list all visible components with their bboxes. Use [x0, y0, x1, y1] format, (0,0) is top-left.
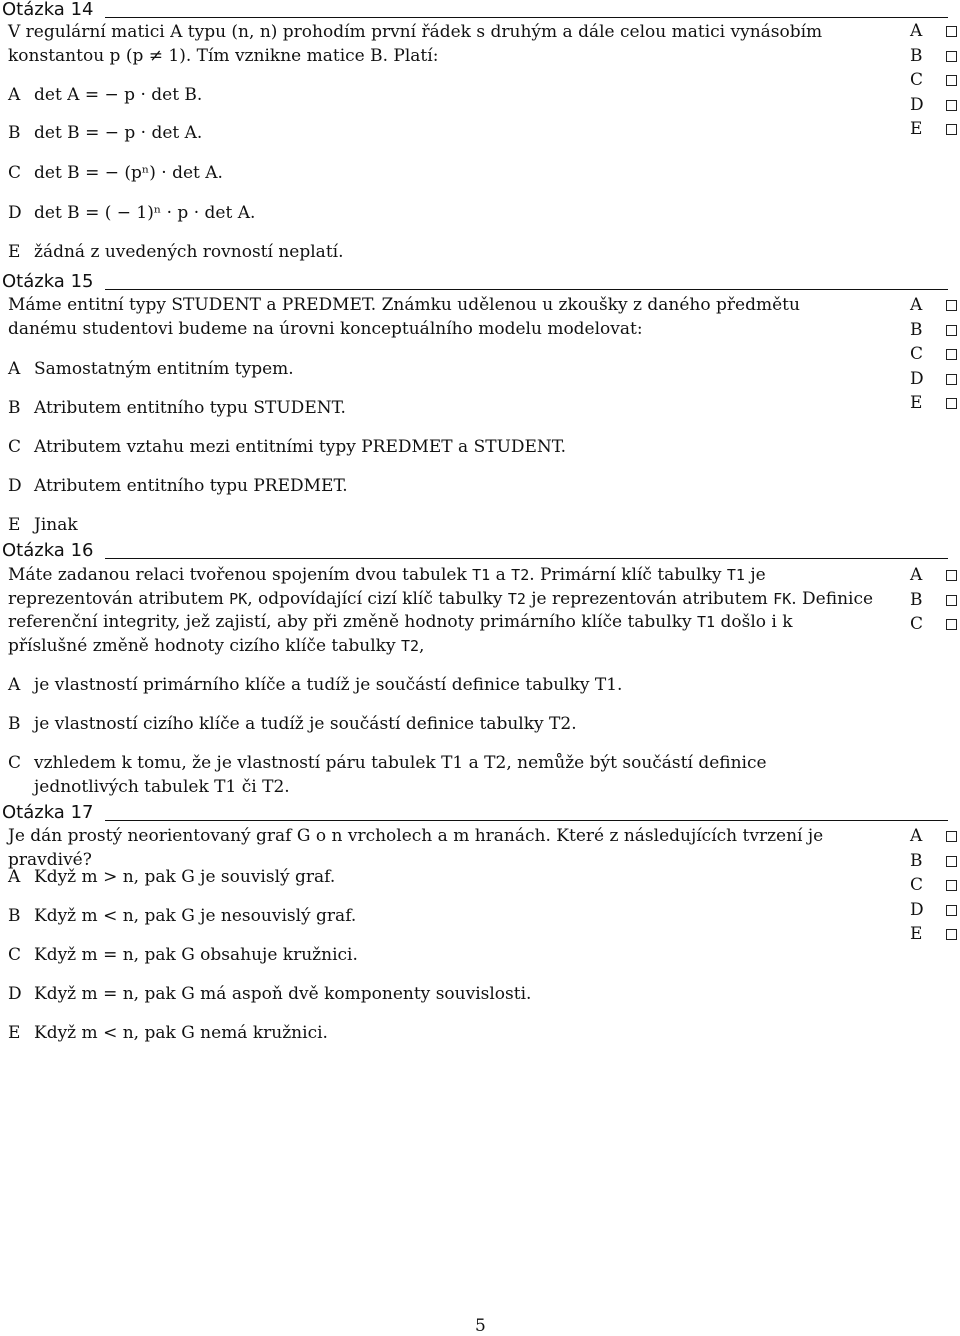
- choice-b[interactable]: [910, 588, 960, 613]
- table-name: T1: [697, 613, 716, 631]
- choice-c[interactable]: [910, 68, 960, 93]
- question-title: Otázka 17: [2, 802, 94, 823]
- option-c: [8, 162, 874, 186]
- checkbox[interactable]: [946, 100, 957, 111]
- option-e: [8, 241, 874, 265]
- option-text: je vlastností primárního klíče a tudíž je součástí definice tabulky T1.: [34, 675, 623, 695]
- option-text: Když m = n, pak G obsahuje kružnici.: [34, 945, 358, 965]
- heading-rule: [105, 17, 948, 18]
- option-letter: A: [8, 675, 21, 695]
- option-text: žádná z uvedených rovností neplatí.: [34, 242, 344, 262]
- stem-text: , odpovídající cizí klíč tabulky: [247, 588, 508, 609]
- option-e: [8, 1022, 874, 1046]
- option-text: det B = ( − 1)ⁿ · p · det A.: [34, 203, 256, 223]
- checkbox[interactable]: [946, 75, 957, 86]
- checkbox[interactable]: [946, 905, 957, 916]
- option-letter: E: [8, 242, 21, 262]
- answer-choices: [910, 19, 960, 142]
- answer-choices: [910, 293, 960, 416]
- checkbox[interactable]: [946, 831, 957, 842]
- option-letter: E: [8, 1023, 21, 1043]
- choice-c[interactable]: [910, 612, 960, 637]
- option-text: det A = − p · det B.: [34, 85, 203, 105]
- stem-text: . Primární klíč tabulky: [529, 565, 727, 585]
- option-text: det B = − p · det A.: [34, 123, 203, 143]
- table-name: T2: [507, 589, 526, 608]
- option-text: Když m < n, pak G je nesouvislý graf.: [34, 906, 357, 926]
- stem-text: došlo i k příslušné změně hodnoty cizího klíče tabulky: [8, 612, 793, 656]
- checkbox[interactable]: [946, 26, 957, 37]
- option-letter: A: [8, 359, 21, 379]
- checkbox[interactable]: [946, 595, 957, 606]
- choice-c[interactable]: [910, 342, 960, 367]
- choice-a[interactable]: [910, 824, 960, 849]
- option-text: Když m > n, pak G je souvislý graf.: [34, 867, 336, 887]
- choice-c[interactable]: [910, 873, 960, 898]
- option-text: det B = − (pⁿ) · det A.: [34, 163, 223, 183]
- checkbox[interactable]: [946, 374, 957, 385]
- stem-text: . Definice referenční integrity, jež zajistí, aby při změně hodnoty primárního klíče tabulky: [8, 588, 874, 632]
- choice-d[interactable]: [910, 93, 960, 118]
- choice-letter: B: [910, 589, 923, 610]
- option-letter: C: [8, 753, 22, 773]
- choice-letter: A: [910, 295, 923, 315]
- attribute-name: PK: [229, 589, 248, 608]
- checkbox[interactable]: [946, 124, 957, 135]
- option-letter: B: [8, 123, 21, 143]
- option-letter: B: [8, 906, 21, 926]
- question-title: Otázka 16: [2, 540, 94, 561]
- option-text: Atributem vztahu mezi entitními typy PREDMET a STUDENT.: [34, 437, 567, 457]
- choice-a[interactable]: [910, 19, 960, 44]
- option-a: [8, 358, 874, 382]
- choice-letter: C: [910, 614, 924, 634]
- checkbox[interactable]: [946, 856, 957, 867]
- choice-letter: C: [910, 875, 924, 895]
- option-letter: D: [8, 203, 22, 223]
- checkbox[interactable]: [946, 398, 957, 409]
- checkbox[interactable]: [946, 570, 957, 581]
- table-name: T1: [472, 566, 491, 584]
- page-number: 5: [475, 1316, 486, 1336]
- choice-e[interactable]: [910, 922, 960, 947]
- option-b: [8, 905, 874, 929]
- choice-letter: E: [910, 393, 923, 413]
- question-14-stem: V regulární matici A typu (n, n) prohodím první řádek s druhým a dále celou matici vynásobím konstantou p (p ≠ 1). Tím vznikne matice B. Platí:: [8, 22, 823, 66]
- option-c: [8, 752, 874, 799]
- question-17-heading: [2, 803, 948, 823]
- table-name: T1: [726, 566, 745, 584]
- checkbox[interactable]: [946, 51, 957, 62]
- choice-letter: D: [910, 94, 924, 115]
- question-15-heading: [2, 272, 948, 292]
- heading-rule: [105, 820, 948, 821]
- question-17-stem: Je dán prostý neorientovaný graf G o n vrcholech a m hranách. Které z následujících tvrzení je pravdivé?: [8, 826, 824, 870]
- option-letter: E: [8, 515, 21, 535]
- option-text: Atributem entitního typu STUDENT.: [34, 398, 346, 418]
- option-letter: B: [8, 398, 21, 418]
- option-c: [8, 944, 874, 968]
- option-letter: D: [8, 984, 22, 1004]
- choice-b[interactable]: [910, 849, 960, 874]
- question-16-heading: [2, 541, 948, 561]
- stem-text: je reprezentován atributem: [8, 565, 766, 609]
- question-16-stem: [8, 564, 874, 658]
- table-name: T2: [511, 566, 530, 584]
- choice-a[interactable]: [910, 293, 960, 318]
- option-b: [8, 397, 874, 421]
- choice-letter: B: [910, 850, 923, 871]
- choice-letter: A: [910, 565, 923, 585]
- choice-d[interactable]: [910, 367, 960, 392]
- choice-letter: A: [910, 21, 923, 41]
- question-title: Otázka 14: [2, 0, 94, 20]
- attribute-name: FK: [773, 589, 792, 608]
- option-letter: A: [8, 85, 21, 105]
- option-text: Když m < n, pak G nemá kružnici.: [34, 1023, 328, 1043]
- option-a: [8, 674, 874, 698]
- option-e: [8, 514, 874, 538]
- checkbox[interactable]: [946, 929, 957, 940]
- option-a: [8, 866, 874, 890]
- stem-text: je reprezentován atributem: [525, 588, 774, 609]
- option-d: [8, 983, 874, 1007]
- checkbox[interactable]: [946, 619, 957, 630]
- choice-b[interactable]: [910, 44, 960, 69]
- option-d: [8, 202, 874, 226]
- choice-letter: C: [910, 344, 924, 364]
- option-b: [8, 713, 874, 737]
- stem-text: ,: [419, 635, 425, 656]
- option-letter: C: [8, 945, 22, 965]
- option-letter: D: [8, 476, 22, 496]
- stem-text: Máte zadanou relaci tvořenou spojením dvou tabulek: [8, 565, 473, 585]
- choice-d[interactable]: [910, 898, 960, 923]
- choice-letter: D: [910, 368, 924, 389]
- option-text: Samostatným entitním typem.: [34, 359, 294, 379]
- option-text: Jinak: [34, 515, 78, 535]
- option-d: [8, 475, 874, 499]
- checkbox[interactable]: [946, 325, 957, 336]
- choice-a[interactable]: [910, 563, 960, 588]
- choice-e[interactable]: [910, 117, 960, 142]
- stem-text: a: [490, 565, 512, 585]
- checkbox[interactable]: [946, 300, 957, 311]
- option-text: vzhledem k tomu, že je vlastností páru tabulek T1 a T2, nemůže být součástí definice jednotlivých tabulek T1 či T2.: [34, 753, 767, 797]
- answer-choices: [910, 563, 960, 637]
- answer-choices: [910, 824, 960, 947]
- option-c: [8, 436, 874, 460]
- option-text: Když m = n, pak G má aspoň dvě komponenty souvislosti.: [34, 984, 532, 1004]
- choice-letter: E: [910, 119, 923, 139]
- choice-letter: B: [910, 319, 923, 340]
- choice-letter: C: [910, 70, 924, 90]
- option-a: [8, 84, 874, 108]
- heading-rule: [105, 558, 948, 559]
- heading-rule: [105, 289, 948, 290]
- question-15-stem: Máme entitní typy STUDENT a PREDMET. Známku udělenou u zkoušky z daného předmětu danému studentovi budeme na úrovni konceptuálního modelu modelovat:: [8, 295, 800, 339]
- option-text: je vlastností cizího klíče a tudíž je součástí definice tabulky T2.: [34, 714, 577, 734]
- table-name: T2: [400, 636, 420, 655]
- choice-letter: A: [910, 826, 923, 846]
- question-title: Otázka 15: [2, 271, 94, 292]
- choice-b[interactable]: [910, 318, 960, 343]
- question-14-heading: [2, 0, 948, 20]
- option-letter: C: [8, 163, 22, 183]
- option-letter: A: [8, 867, 21, 887]
- option-b: [8, 122, 874, 146]
- option-text: Atributem entitního typu PREDMET.: [34, 476, 348, 496]
- option-letter: B: [8, 714, 21, 734]
- choice-letter: B: [910, 45, 923, 66]
- choice-e[interactable]: [910, 391, 960, 416]
- choice-letter: D: [910, 899, 924, 920]
- checkbox[interactable]: [946, 880, 957, 891]
- option-letter: C: [8, 437, 22, 457]
- checkbox[interactable]: [946, 349, 957, 360]
- choice-letter: E: [910, 924, 923, 944]
